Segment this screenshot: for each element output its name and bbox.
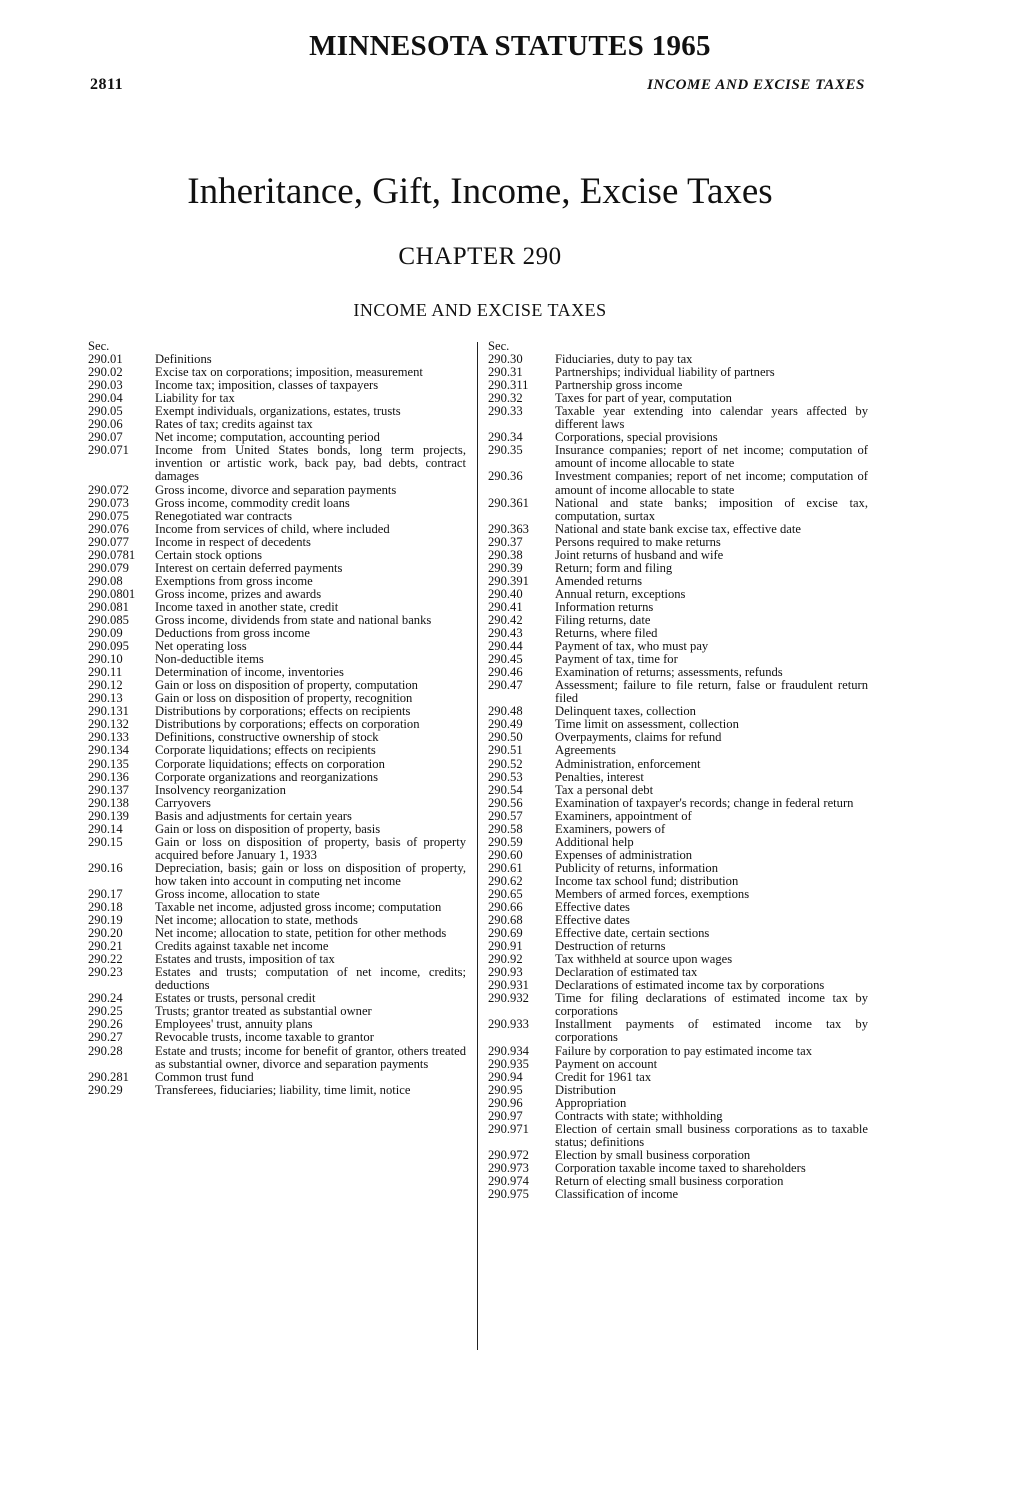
section-entry <box>488 640 868 653</box>
section-number: 290.37 <box>488 534 523 549</box>
section-list-right <box>488 340 868 1201</box>
section-number: 290.361 <box>488 495 529 510</box>
section-number: 290.01 <box>88 352 123 367</box>
section-number: 290.931 <box>488 978 529 993</box>
section-number: 290.0801 <box>88 586 136 601</box>
section-number: 290.131 <box>88 704 129 719</box>
section-title: Estates and trusts; computation of net income, credits; deductions <box>155 965 466 993</box>
section-number: 290.52 <box>488 756 523 771</box>
section-title: Failure by corporation to pay estimated income tax <box>555 1043 813 1058</box>
section-entry <box>88 562 466 575</box>
main-title: Inheritance, Gift, Income, Excise Taxes <box>187 171 773 212</box>
section-entry <box>488 849 868 862</box>
section-number: 290.43 <box>488 626 523 641</box>
section-number: 290.97 <box>488 1108 523 1123</box>
section-title: Gross income, divorce and separation payments <box>155 482 397 497</box>
section-title: Deductions from gross income <box>155 626 310 641</box>
section-title: Trusts; grantor treated as substantial owner <box>155 1004 372 1019</box>
section-title: Partnerships; individual liability of partners <box>555 365 775 380</box>
section-title: Corporate organizations and reorganizations <box>155 769 379 784</box>
section-number: 290.19 <box>88 913 123 928</box>
section-title: Persons required to make returns <box>555 534 721 549</box>
section-number: 290.62 <box>488 873 523 888</box>
section-title: Income in respect of decedents <box>155 534 311 549</box>
section-title: Liability for tax <box>155 391 235 406</box>
section-title: Net income; computation, accounting period <box>155 430 380 445</box>
section-number: 290.974 <box>488 1174 529 1188</box>
section-number: 290.47 <box>488 678 523 693</box>
section-number: 290.65 <box>488 886 523 901</box>
section-number: 290.132 <box>88 717 129 732</box>
section-list-left <box>88 340 466 1097</box>
section-number: 290.311 <box>488 378 529 393</box>
section-title: Effective dates <box>555 913 630 928</box>
section-title: Interest on certain deferred payments <box>155 560 343 575</box>
section-title: Certain stock options <box>155 547 263 562</box>
section-title: Basis and adjustments for certain years <box>155 808 352 823</box>
section-title: Additional help <box>555 834 634 849</box>
section-entry <box>488 992 868 1018</box>
section-number: 290.072 <box>88 482 129 497</box>
section-number: 290.10 <box>88 652 123 667</box>
section-number: 290.17 <box>88 886 123 901</box>
column-divider <box>477 342 478 1350</box>
section-number: 290.14 <box>88 821 123 836</box>
section-entry <box>488 744 868 757</box>
section-title: Information returns <box>555 599 654 614</box>
section-number: 290.39 <box>488 560 523 575</box>
section-title: Joint returns of husband and wife <box>555 547 724 562</box>
section-title: Gain or loss on disposition of property, computation <box>155 678 418 693</box>
section-title: Declaration of estimated tax <box>555 965 698 980</box>
section-title: Gross income, dividends from state and national banks <box>155 612 432 627</box>
section-number: 290.29 <box>88 1082 123 1097</box>
chapter-subtitle: INCOME AND EXCISE TAXES <box>353 300 607 320</box>
section-title: Exempt individuals, organizations, estates, trusts <box>155 404 401 419</box>
section-title: Time for filing declarations of estimated income tax by corporations <box>555 991 868 1019</box>
section-title: Corporation taxable income taxed to shareholders <box>555 1160 806 1175</box>
section-number: 290.391 <box>488 573 529 588</box>
section-title: Appropriation <box>555 1095 627 1110</box>
section-entry <box>488 536 868 549</box>
chapter-heading: CHAPTER 290 <box>398 243 562 270</box>
section-title: Common trust fund <box>155 1069 254 1084</box>
section-number: 290.076 <box>88 521 129 536</box>
section-number: 290.077 <box>88 534 129 549</box>
section-number: 290.081 <box>88 599 129 614</box>
section-number: 290.085 <box>88 612 129 627</box>
section-entry <box>488 1110 868 1123</box>
section-number: 290.03 <box>88 378 123 393</box>
section-number: 290.08 <box>88 573 123 588</box>
section-entry <box>88 758 466 771</box>
section-title: Non-deductible items <box>155 652 264 667</box>
section-title: Income from services of child, where included <box>155 521 390 536</box>
section-number: 290.095 <box>88 639 129 654</box>
section-number: 290.135 <box>88 756 129 771</box>
section-entry <box>88 771 466 784</box>
section-entry <box>488 1188 868 1201</box>
section-entry <box>88 1045 466 1071</box>
section-number: 290.134 <box>88 743 129 758</box>
section-title: Destruction of returns <box>555 939 666 954</box>
section-title: Assessment; failure to file return, false or fraudulent return filed <box>555 678 868 706</box>
section-title: Classification of income <box>555 1187 679 1202</box>
section-number: 290.50 <box>488 730 523 745</box>
section-title: Return of electing small business corporation <box>555 1174 784 1188</box>
section-number: 290.68 <box>488 913 523 928</box>
section-number: 290.48 <box>488 704 523 719</box>
section-title: National and state banks; imposition of excise tax, computation, surtax <box>555 495 868 523</box>
section-number: 290.32 <box>488 391 523 406</box>
section-entry <box>488 810 868 823</box>
section-title: Effective date, certain sections <box>555 926 710 941</box>
section-title: Time limit on assessment, collection <box>555 717 739 732</box>
section-entry <box>88 810 466 823</box>
section-entry <box>488 771 868 784</box>
section-number: 290.15 <box>88 834 123 849</box>
section-title: Members of armed forces, exemptions <box>555 886 750 901</box>
section-title: Corporate liquidations; effects on recipients <box>155 743 376 758</box>
section-title: Payment of tax, time for <box>555 652 678 667</box>
section-number: 290.91 <box>488 939 523 954</box>
section-number: 290.22 <box>88 952 123 967</box>
section-title: Filing returns, date <box>555 612 651 627</box>
section-number: 290.932 <box>488 991 529 1006</box>
running-subtitle: INCOME AND EXCISE TAXES <box>647 77 865 93</box>
section-title: Net income; allocation to state, petition for other methods <box>155 926 447 941</box>
section-entry <box>88 966 466 992</box>
section-entry <box>488 927 868 940</box>
section-number: 290.28 <box>88 1043 123 1058</box>
section-number: 290.35 <box>488 443 523 458</box>
section-title: Estates or trusts, personal credit <box>155 991 316 1006</box>
section-title: Agreements <box>555 743 616 758</box>
section-entry <box>488 405 868 431</box>
section-title: Gain or loss on disposition of property, basis of property acquired before January 1, 1933 <box>155 834 466 862</box>
section-number: 290.27 <box>88 1030 123 1045</box>
section-title: Net income; allocation to state, methods <box>155 913 358 928</box>
section-title: Installment payments of estimated income tax by corporations <box>555 1017 868 1045</box>
section-number: 290.57 <box>488 808 523 823</box>
section-title: Examiners, powers of <box>555 821 666 836</box>
section-entry <box>88 1071 466 1084</box>
section-number: 290.26 <box>88 1017 123 1032</box>
section-title: Payment on account <box>555 1056 658 1071</box>
section-title: Gain or loss on disposition of property, recognition <box>155 691 413 706</box>
section-entry <box>488 1018 868 1044</box>
section-entry <box>488 1149 868 1162</box>
section-number: 290.073 <box>88 495 129 510</box>
section-number: 290.075 <box>88 508 129 523</box>
section-entry <box>488 549 868 562</box>
section-entry <box>488 1175 868 1188</box>
section-number: 290.18 <box>88 900 123 915</box>
section-entry <box>88 497 466 510</box>
section-number: 290.92 <box>488 952 523 967</box>
section-number: 290.44 <box>488 639 523 654</box>
section-entry <box>88 797 466 810</box>
section-title: Gross income, prizes and awards <box>155 586 322 601</box>
section-entry <box>88 444 466 483</box>
section-entry <box>488 444 868 470</box>
section-number: 290.133 <box>88 730 129 745</box>
section-number: 290.30 <box>488 352 523 367</box>
section-title: Return; form and filing <box>555 560 673 575</box>
section-number: 290.25 <box>88 1004 123 1019</box>
section-number: 290.38 <box>488 547 523 562</box>
section-title: Examination of returns; assessments, refunds <box>555 665 783 680</box>
section-entry <box>488 901 868 914</box>
section-number: 290.04 <box>88 391 123 406</box>
section-title: Fiduciaries, duty to pay tax <box>555 352 693 367</box>
section-number: 290.56 <box>488 795 523 810</box>
section-title: Partnership gross income <box>555 378 683 393</box>
section-entry <box>488 784 868 797</box>
section-number: 290.23 <box>88 965 123 980</box>
section-entry <box>488 1045 868 1058</box>
section-title: Distribution <box>555 1082 616 1097</box>
left-entries <box>88 353 466 1097</box>
section-title: Taxes for part of year, computation <box>555 391 732 406</box>
sec-label: Sec. <box>488 339 510 353</box>
section-entry <box>88 1084 466 1097</box>
section-title: Transferees, fiduciaries; liability, time limit, notice <box>155 1082 411 1097</box>
section-title: Excise tax on corporations; imposition, measurement <box>155 365 423 380</box>
section-title: Contracts with state; withholding <box>555 1108 723 1123</box>
section-title: Election of certain small business corporations as to taxable status; definitions <box>555 1121 868 1149</box>
section-number: 290.36 <box>488 469 523 484</box>
section-title: Election by small business corporation <box>555 1147 751 1162</box>
section-title: Effective dates <box>555 900 630 915</box>
section-number: 290.13 <box>88 691 123 706</box>
section-entry <box>488 523 868 536</box>
section-entry <box>488 888 868 901</box>
section-number: 290.079 <box>88 560 129 575</box>
section-number: 290.281 <box>88 1069 129 1084</box>
section-entry <box>88 640 466 653</box>
section-entry <box>88 784 466 797</box>
section-entry <box>88 484 466 497</box>
section-title: Estates and trusts, imposition of tax <box>155 952 335 967</box>
section-number: 290.137 <box>88 782 129 797</box>
section-entry <box>488 1071 868 1084</box>
section-title: Delinquent taxes, collection <box>555 704 696 719</box>
section-title: Carryovers <box>155 795 211 810</box>
section-title: Penalties, interest <box>555 769 644 784</box>
section-title: Gross income, allocation to state <box>155 886 320 901</box>
section-number: 290.12 <box>88 678 123 693</box>
section-entry <box>488 575 868 588</box>
section-entry <box>488 601 868 614</box>
section-number: 290.09 <box>88 626 123 641</box>
running-title: MINNESOTA STATUTES 1965 <box>309 30 711 62</box>
section-number: 290.972 <box>488 1147 529 1162</box>
section-title: Gross income, commodity credit loans <box>155 495 350 510</box>
section-number: 290.11 <box>88 665 123 680</box>
section-entry <box>88 536 466 549</box>
section-title: Gain or loss on disposition of property, basis <box>155 821 381 836</box>
section-title: Expenses of administration <box>555 847 693 862</box>
section-entry <box>488 758 868 771</box>
section-entry <box>488 797 868 810</box>
section-title: Returns, where filed <box>555 626 658 641</box>
section-title: Exemptions from gross income <box>155 573 313 588</box>
section-number: 290.96 <box>488 1095 523 1110</box>
section-number: 290.24 <box>88 991 123 1006</box>
section-entry <box>488 588 868 601</box>
section-number: 290.41 <box>488 599 523 614</box>
section-number: 290.934 <box>488 1043 529 1058</box>
section-number: 290.60 <box>488 847 523 862</box>
section-title: Administration, enforcement <box>555 756 701 771</box>
section-title: Distributions by corporations; effects on recipients <box>155 704 411 719</box>
section-number: 290.31 <box>488 365 523 380</box>
section-title: Income tax; imposition, classes of taxpayers <box>155 378 379 393</box>
section-number: 290.16 <box>88 860 123 875</box>
section-number: 290.40 <box>488 586 523 601</box>
section-title: Revocable trusts, income taxable to grantor <box>155 1030 374 1045</box>
section-entry <box>88 1031 466 1044</box>
section-number: 290.59 <box>488 834 523 849</box>
section-title: Determination of income, inventories <box>155 665 344 680</box>
section-number: 290.21 <box>88 939 123 954</box>
section-number: 290.935 <box>488 1056 529 1071</box>
section-title: Insurance companies; report of net income; computation of amount of income allocable to state <box>555 443 868 471</box>
section-title: Renegotiated war contracts <box>155 508 293 523</box>
section-title: Payment of tax, who must pay <box>555 639 709 654</box>
section-entry <box>488 1084 868 1097</box>
section-number: 290.0781 <box>88 547 136 562</box>
section-entry <box>488 614 868 627</box>
section-number: 290.93 <box>488 965 523 980</box>
section-title: National and state bank excise tax, effective date <box>555 521 801 536</box>
section-number: 290.42 <box>488 612 523 627</box>
section-title: Tax withheld at source upon wages <box>555 952 733 967</box>
section-entry <box>488 470 868 496</box>
section-title: Examination of taxpayer's records; change in federal return <box>555 795 854 810</box>
section-number: 290.34 <box>488 430 523 445</box>
section-number: 290.975 <box>488 1187 529 1202</box>
section-number: 290.49 <box>488 717 523 732</box>
section-number: 290.69 <box>488 926 523 941</box>
section-title: Credit for 1961 tax <box>555 1069 652 1084</box>
section-number: 290.51 <box>488 743 523 758</box>
section-number: 290.071 <box>88 443 129 458</box>
section-title: Distributions by corporations; effects on corporation <box>155 717 420 732</box>
section-entry <box>88 744 466 757</box>
section-title: Estate and trusts; income for benefit of grantor, others treated as substantial owner, divorce and separation payments <box>155 1043 466 1071</box>
section-number: 290.363 <box>488 521 529 536</box>
section-title: Credits against taxable net income <box>155 939 329 954</box>
section-title: Insolvency reorganization <box>155 782 286 797</box>
section-entry <box>88 510 466 523</box>
section-entry <box>488 679 868 705</box>
section-entry <box>88 549 466 562</box>
section-entry <box>488 836 868 849</box>
section-number: 290.20 <box>88 926 123 941</box>
section-title: Corporations, special provisions <box>555 430 718 445</box>
section-entry <box>88 588 466 601</box>
section-number: 290.61 <box>488 860 523 875</box>
section-title: Tax a personal debt <box>555 782 654 797</box>
section-number: 290.06 <box>88 417 123 432</box>
section-number: 290.58 <box>488 821 523 836</box>
section-number: 290.66 <box>488 900 523 915</box>
section-number: 290.94 <box>488 1069 523 1084</box>
section-number: 290.05 <box>88 404 123 419</box>
section-title: Employees' trust, annuity plans <box>155 1017 313 1032</box>
section-entry <box>88 575 466 588</box>
section-title: Publicity of returns, information <box>555 860 718 875</box>
section-number: 290.02 <box>88 365 123 380</box>
section-title: Declarations of estimated income tax by corporations <box>555 978 825 993</box>
section-title: Taxable net income, adjusted gross income; computation <box>155 900 442 915</box>
section-number: 290.54 <box>488 782 523 797</box>
section-entry <box>88 627 466 640</box>
section-entry <box>488 1058 868 1071</box>
section-title: Rates of tax; credits against tax <box>155 417 313 432</box>
section-number: 290.07 <box>88 430 123 445</box>
section-entry <box>88 823 466 836</box>
section-entry <box>488 862 868 875</box>
section-entry <box>488 731 868 744</box>
section-title: Annual return, exceptions <box>555 586 686 601</box>
section-number: 290.33 <box>488 404 523 419</box>
section-entry <box>488 497 868 523</box>
section-title: Amended returns <box>555 573 643 588</box>
section-number: 290.136 <box>88 769 129 784</box>
section-number: 290.95 <box>488 1082 523 1097</box>
section-number: 290.139 <box>88 808 129 823</box>
section-title: Taxable year extending into calendar years affected by different laws <box>555 404 868 432</box>
section-number: 290.971 <box>488 1121 529 1136</box>
section-entry <box>488 1123 868 1149</box>
section-number: 290.973 <box>488 1160 529 1175</box>
section-entry <box>88 836 466 862</box>
section-title: Definitions, constructive ownership of stock <box>155 730 379 745</box>
section-number: 290.53 <box>488 769 523 784</box>
section-number: 290.46 <box>488 665 523 680</box>
section-number: 290.138 <box>88 795 129 810</box>
section-entry <box>88 862 466 888</box>
section-entry <box>488 823 868 836</box>
section-number: 290.933 <box>488 1017 529 1032</box>
section-number: 290.45 <box>488 652 523 667</box>
section-title: Investment companies; report of net income; computation of amount of income allocable to state <box>555 469 868 497</box>
section-title: Net operating loss <box>155 639 247 654</box>
section-title: Income taxed in another state, credit <box>155 599 339 614</box>
section-entry <box>88 379 466 392</box>
section-entry <box>488 562 868 575</box>
section-title: Definitions <box>155 352 212 367</box>
section-title: Income from United States bonds, long term projects, invention or artistic work, back pay, bad debts, contract damages <box>155 443 466 484</box>
section-title: Corporate liquidations; effects on corporation <box>155 756 385 771</box>
section-entry <box>488 875 868 888</box>
section-title: Depreciation, basis; gain or loss on disposition of property, how taken into account in computing net income <box>155 860 466 888</box>
sec-label: Sec. <box>88 339 110 353</box>
section-title: Income tax school fund; distribution <box>555 873 739 888</box>
right-entries <box>488 353 868 1201</box>
section-entry <box>88 523 466 536</box>
page-number: 2811 <box>90 76 124 93</box>
section-title: Overpayments, claims for refund <box>555 730 722 745</box>
section-title: Examiners, appointment of <box>555 808 692 823</box>
section-entry <box>488 1097 868 1110</box>
